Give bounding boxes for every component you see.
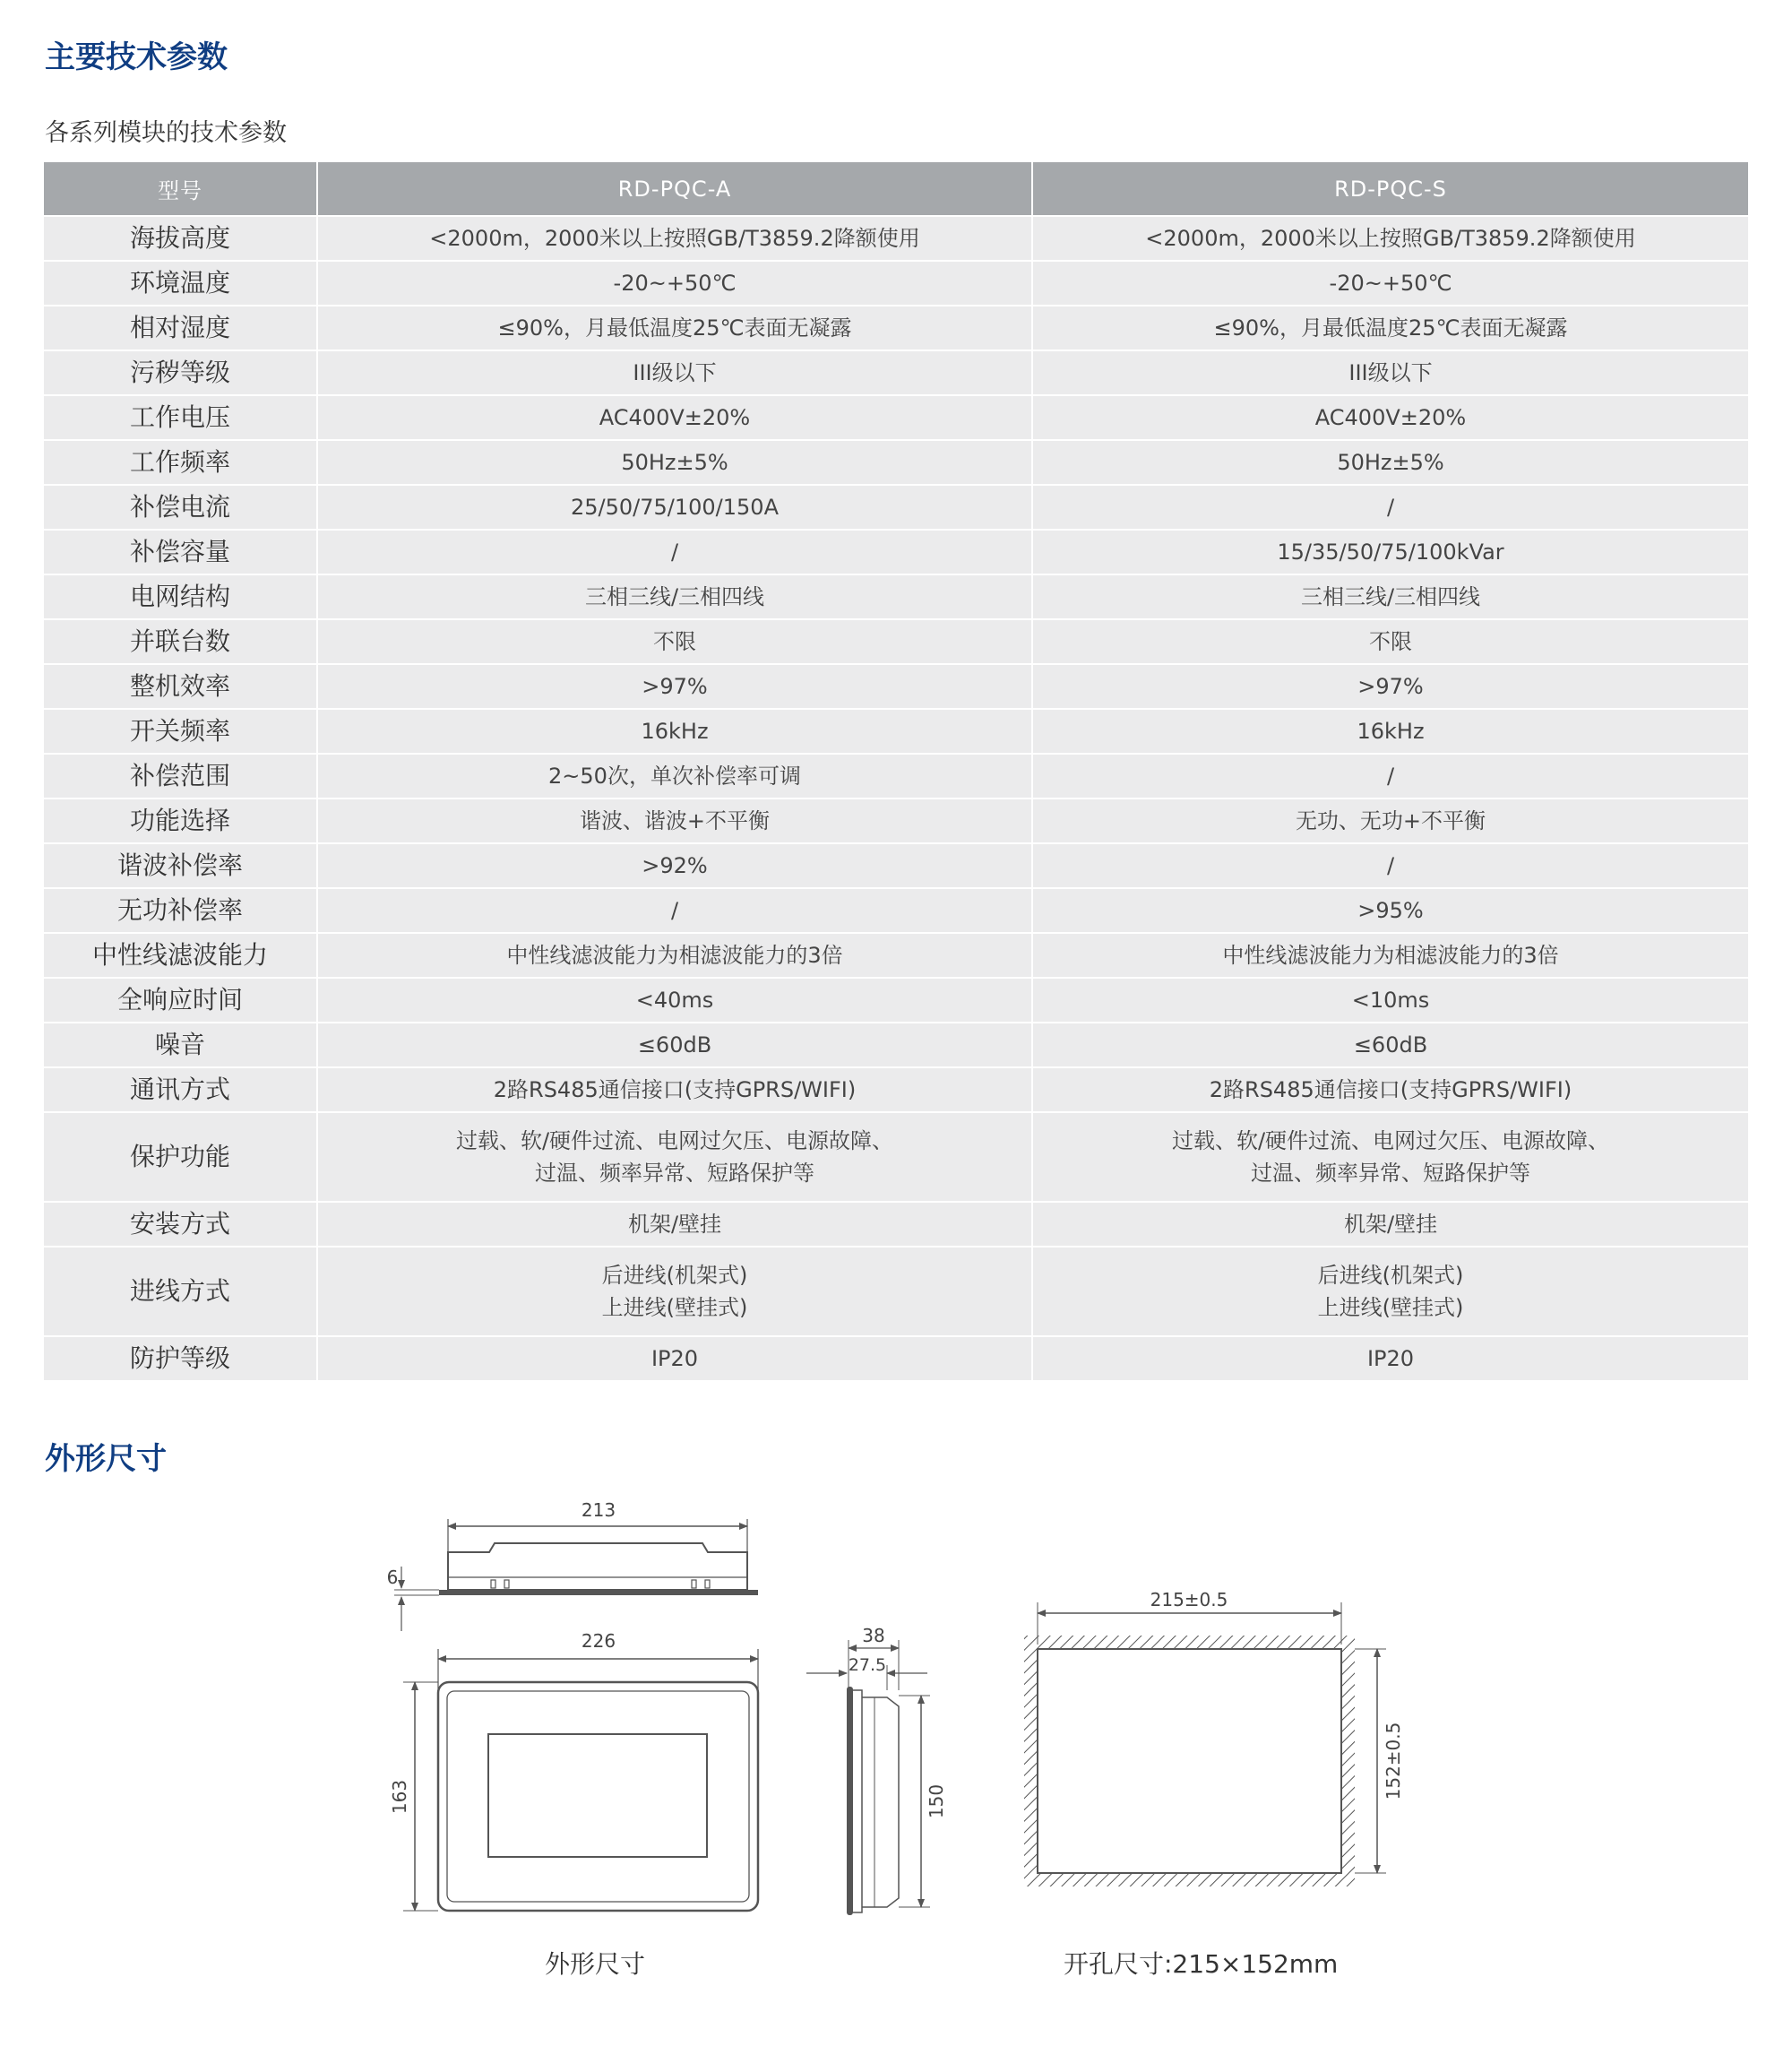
dim-side-inner-depth: 27.5 [848,1655,887,1675]
value-line: ≤90%，月最低温度25℃表面无凝露 [497,315,852,341]
value-rd-pqc-s [1032,799,1748,843]
param-name: 防护等级 [44,1336,317,1380]
spec-table-body [44,216,1748,1380]
value-line: 无功、无功+不平衡 [1295,808,1486,833]
value-rd-pqc-a [317,574,1032,619]
value-line: -20~+50℃ [613,271,737,296]
table-row [44,709,1748,754]
param-name: 中性线滤波能力 [44,933,317,978]
param-name: 补偿容量 [44,530,317,574]
value-rd-pqc-s [1032,216,1748,261]
section-subtitle: 各系列模块的技术参数 [45,119,287,147]
param-name: 并联台数 [44,619,317,664]
table-row [44,530,1748,574]
table-row [44,933,1748,978]
value-rd-pqc-a [317,799,1032,843]
param-name: 功能选择 [44,799,317,843]
value-rd-pqc-s [1032,440,1748,485]
param-name: 补偿范围 [44,754,317,799]
value-rd-pqc-a [317,216,1032,261]
value-line: 机架/壁挂 [1343,1212,1438,1237]
param-name: 环境温度 [44,261,317,306]
value-rd-pqc-s [1032,664,1748,709]
param-name: 电网结构 [44,574,317,619]
spec-table [44,162,1748,1380]
value-line: 2路RS485通信接口(支持GPRS/WIFI) [493,1077,857,1102]
value-rd-pqc-a [317,1023,1032,1067]
front-view-drawing [389,1630,758,1911]
value-line: 后进线(机架式) [1317,1263,1464,1288]
value-line: III级以下 [1348,360,1433,385]
dim-cutout-height: 152±0.5 [1383,1722,1404,1800]
table-row [44,1067,1748,1112]
table-row [44,978,1748,1023]
value-rd-pqc-s [1032,395,1748,440]
value-rd-pqc-s [1032,350,1748,395]
table-row [44,754,1748,799]
dim-top-height: 6 [386,1567,399,1588]
value-line: 后进线(机架式) [601,1263,748,1288]
value-rd-pqc-a [317,1112,1032,1202]
value-line: 16kHz [641,719,709,744]
value-line: 中性线滤波能力为相滤波能力的3倍 [1222,943,1559,968]
table-row [44,1023,1748,1067]
table-row [44,216,1748,261]
param-name: 保护功能 [44,1112,317,1202]
value-rd-pqc-a [317,754,1032,799]
value-line: 50Hz±5% [1337,450,1444,475]
side-view-drawing [806,1625,947,1915]
value-rd-pqc-a [317,395,1032,440]
value-rd-pqc-s [1032,888,1748,933]
param-name: 噪音 [44,1023,317,1067]
value-rd-pqc-s [1032,530,1748,574]
value-line: >97% [642,674,708,699]
header-rd-pqc-s: RD-PQC-S [1032,162,1748,216]
value-line: IP20 [1366,1346,1415,1371]
value-rd-pqc-a [317,1067,1032,1112]
value-line: 谐波、谐波+不平衡 [579,808,771,833]
table-row [44,261,1748,306]
value-line: 16kHz [1357,719,1425,744]
table-row [44,1202,1748,1247]
value-line: >95% [1357,898,1424,923]
param-name: 相对湿度 [44,306,317,350]
table-row [44,843,1748,888]
value-rd-pqc-a [317,440,1032,485]
value-line: <40ms [635,988,714,1013]
table-row [44,350,1748,395]
header-rd-pqc-a: RD-PQC-A [317,162,1032,216]
value-line: 25/50/75/100/150A [571,495,779,520]
dim-side-depth: 38 [862,1625,885,1646]
value-line: 不限 [1369,629,1412,654]
value-line: -20~+50℃ [1329,271,1452,296]
param-name: 通讯方式 [44,1067,317,1112]
value-rd-pqc-s [1032,306,1748,350]
value-line: 中性线滤波能力为相滤波能力的3倍 [506,943,843,968]
value-rd-pqc-s [1032,1067,1748,1112]
value-rd-pqc-a [317,530,1032,574]
param-name: 进线方式 [44,1247,317,1336]
param-name: 开关频率 [44,709,317,754]
param-name: 海拔高度 [44,216,317,261]
value-line: 2路RS485通信接口(支持GPRS/WIFI) [1209,1077,1572,1102]
table-row [44,1336,1748,1380]
value-rd-pqc-a [317,843,1032,888]
value-rd-pqc-s [1032,933,1748,978]
value-line: / [670,540,679,565]
value-line: <2000m，2000米以上按照GB/T3859.2降额使用 [1145,226,1636,251]
value-rd-pqc-a [317,306,1032,350]
table-row [44,1247,1748,1336]
dim-front-width: 226 [581,1630,616,1652]
value-rd-pqc-a [317,1336,1032,1380]
top-view-drawing [387,1499,758,1631]
value-rd-pqc-s [1032,1112,1748,1202]
value-line: <2000m，2000米以上按照GB/T3859.2降额使用 [429,226,920,251]
section-title-dimensions: 外形尺寸 [45,1441,167,1477]
value-line: 三相三线/三相四线 [584,584,765,609]
value-line: >92% [642,853,708,878]
cutout-drawing [1024,1589,1404,1886]
value-line: 2~50次，单次补偿率可调 [548,764,801,789]
value-rd-pqc-a [317,1247,1032,1336]
param-name: 补偿电流 [44,485,317,530]
value-line: 上进线(壁挂式) [1317,1295,1464,1320]
param-name: 无功补偿率 [44,888,317,933]
value-line: 上进线(壁挂式) [601,1295,748,1320]
value-line: 15/35/50/75/100kVar [1277,540,1504,565]
value-rd-pqc-s [1032,619,1748,664]
value-line: ≤90%，月最低温度25℃表面无凝露 [1213,315,1568,341]
value-line: / [1386,495,1395,520]
table-row [44,888,1748,933]
dim-cutout-width: 215±0.5 [1150,1589,1228,1610]
value-rd-pqc-a [317,888,1032,933]
param-name: 整机效率 [44,664,317,709]
value-rd-pqc-s [1032,485,1748,530]
param-name: 谐波补偿率 [44,843,317,888]
dim-front-height: 163 [389,1779,410,1815]
value-line: 过温、频率异常、短路保护等 [1251,1161,1530,1186]
table-row [44,306,1748,350]
value-rd-pqc-s [1032,1336,1748,1380]
value-line: III级以下 [633,360,717,385]
value-line: 不限 [653,629,696,654]
caption-cutout-dimensions: 开孔尺寸:215×152mm [1064,1949,1339,1979]
value-line: <10ms [1351,988,1430,1013]
value-rd-pqc-s [1032,843,1748,888]
param-name: 安装方式 [44,1202,317,1247]
value-line: AC400V±20% [599,405,751,430]
value-line: IP20 [650,1346,699,1371]
value-line: 过载、软/硬件过流、电网过欠压、电源故障、 [455,1128,894,1153]
value-rd-pqc-s [1032,261,1748,306]
table-row [44,619,1748,664]
value-rd-pqc-a [317,664,1032,709]
value-line: AC400V±20% [1314,405,1467,430]
value-line: 机架/壁挂 [627,1212,722,1237]
value-line: 过载、软/硬件过流、电网过欠压、电源故障、 [1171,1128,1610,1153]
param-name: 工作电压 [44,395,317,440]
dimension-drawings [0,1488,1792,1954]
table-row [44,395,1748,440]
value-rd-pqc-a [317,709,1032,754]
header-model: 型号 [44,162,317,216]
value-line: ≤60dB [1353,1032,1428,1058]
param-name: 污秽等级 [44,350,317,395]
value-rd-pqc-a [317,350,1032,395]
value-line: / [670,898,679,923]
value-line: / [1386,853,1395,878]
value-rd-pqc-s [1032,754,1748,799]
value-rd-pqc-s [1032,709,1748,754]
table-row [44,485,1748,530]
value-rd-pqc-a [317,1202,1032,1247]
value-rd-pqc-s [1032,1202,1748,1247]
table-row [44,664,1748,709]
param-name: 工作频率 [44,440,317,485]
dim-side-height: 150 [926,1783,947,1819]
dim-top-width: 213 [581,1499,616,1521]
value-line: >97% [1357,674,1424,699]
table-row [44,799,1748,843]
value-rd-pqc-a [317,933,1032,978]
table-row [44,1112,1748,1202]
value-rd-pqc-s [1032,1023,1748,1067]
value-rd-pqc-s [1032,978,1748,1023]
value-rd-pqc-a [317,485,1032,530]
value-rd-pqc-a [317,978,1032,1023]
value-rd-pqc-s [1032,574,1748,619]
section-title-specs: 主要技术参数 [45,39,228,75]
value-line: 50Hz±5% [621,450,728,475]
caption-outline-dimensions: 外形尺寸 [545,1949,646,1979]
param-name: 全响应时间 [44,978,317,1023]
value-line: 过温、频率异常、短路保护等 [535,1161,814,1186]
value-rd-pqc-s [1032,1247,1748,1336]
table-header-row [44,162,1748,216]
value-rd-pqc-a [317,619,1032,664]
value-line: ≤60dB [637,1032,712,1058]
table-row [44,574,1748,619]
value-line: / [1386,764,1395,789]
value-rd-pqc-a [317,261,1032,306]
value-line: 三相三线/三相四线 [1300,584,1481,609]
table-row [44,440,1748,485]
